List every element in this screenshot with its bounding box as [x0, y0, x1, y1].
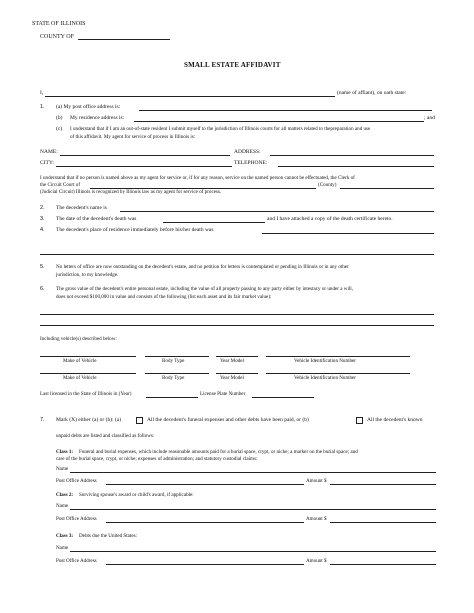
- agent-city-field[interactable]: [56, 166, 232, 167]
- item-7-number: 7.: [40, 417, 45, 423]
- item-6-number: 6.: [40, 286, 45, 292]
- class1-po-label: Post Office Address: [56, 478, 97, 484]
- residence-field-line2[interactable]: [40, 254, 434, 255]
- vehicles-intro: Including vehicle(s) described below:: [40, 336, 117, 342]
- agent-clause-county: (County): [318, 182, 337, 188]
- option-b-checkbox[interactable]: [356, 417, 363, 424]
- agent-name-label: NAME:: [40, 149, 58, 155]
- item-5-line1: No letters of office are now outstanding on the decedent's estate, and no petition for letters is contemplated or pending in Illinois or in any other: [56, 264, 349, 270]
- item-1a-label: (a) My post office address is:: [56, 104, 121, 110]
- item-1c-line2: of this affidavit. My agent for service of process in Illinois is:: [70, 134, 196, 140]
- class1-label: Class 1:: [56, 449, 74, 455]
- vehicle1-year-caption: Year Model: [220, 358, 244, 364]
- option-b-label: All the decedent's known: [367, 417, 423, 423]
- class3-label: Class 3:: [56, 533, 74, 539]
- agent-address-label: ADDRESS:: [234, 149, 261, 155]
- item-2-number: 2.: [40, 205, 45, 211]
- class2-name-field[interactable]: [70, 509, 436, 510]
- class1-name-label: Name: [56, 466, 69, 472]
- vehicle2-make-field[interactable]: [40, 373, 136, 374]
- item-3-tail: and I have attached a copy of the death certificate hereto.: [267, 216, 393, 222]
- class2-text: Surviving spouse's award or child's award, if applicable:: [79, 492, 194, 498]
- class1-amount-label: Amount $: [306, 478, 327, 484]
- item-6-line2: does not exceed $100,000 in value and consists of the following (list each asset and its fair market value):: [56, 294, 272, 300]
- item-3-label: The date of the decedent's death was: [56, 216, 137, 222]
- vehicle2-year-caption: Year Model: [220, 375, 244, 381]
- date-of-death-field[interactable]: [163, 222, 265, 223]
- class1-line2: care of the burial space, crypt, or niche; expenses of administration; and statutory custodial claims:: [56, 456, 258, 462]
- vehicle1-year-field[interactable]: [216, 356, 258, 357]
- license-plate-field[interactable]: [252, 397, 314, 398]
- item-1c-letter: (c): [56, 126, 63, 132]
- affiant-i-label: I,: [40, 90, 44, 96]
- residence-field-line1[interactable]: [262, 233, 434, 234]
- state-label: STATE OF ILLINOIS: [32, 21, 86, 27]
- vehicle2-make-caption: Make of Vehicle: [63, 375, 97, 381]
- option-a-checkbox[interactable]: [136, 417, 143, 424]
- class3-po-field[interactable]: [106, 564, 304, 565]
- item-1-number: 1.: [40, 104, 45, 110]
- vehicle2-body-caption: Body Type: [162, 375, 185, 381]
- class2-amount-label: Amount $: [306, 516, 327, 522]
- item-5-number: 5.: [40, 264, 45, 270]
- vehicle2-vin-caption: Vehicle Identification Number: [294, 375, 356, 381]
- class3-name-field[interactable]: [70, 551, 436, 552]
- decedent-name-field[interactable]: [120, 211, 434, 212]
- agent-clause-line2a: the Circuit Court of: [40, 182, 81, 188]
- county-field[interactable]: [78, 39, 170, 40]
- county-label: COUNTY OF: [40, 34, 74, 40]
- agent-clause-line1: I understand that if no person is named above as my agent for service or, if for any reason, service on the named person cannot be effectuated, the Clerk of: [40, 175, 355, 181]
- vehicle2-body-field[interactable]: [145, 373, 209, 374]
- asset-list-line1[interactable]: [40, 314, 434, 315]
- last-licensed-label: Last licensed in the State of Illinois in (Year): [40, 391, 132, 397]
- class3-po-label: Post Office Address: [56, 558, 97, 564]
- post-office-address-field[interactable]: [139, 110, 432, 111]
- residence-address-field[interactable]: [134, 121, 424, 122]
- class3-name-label: Name: [56, 545, 69, 551]
- agent-telephone-label: TELEPHONE:: [234, 160, 268, 166]
- item-1b-label: My residence address is:: [70, 115, 125, 121]
- item-7-mark-label: Mark (X) either (a) or (b): (a): [56, 417, 122, 423]
- class2-label: Class 2:: [56, 492, 74, 498]
- class3-amount-label: Amount $: [306, 558, 327, 564]
- class2-name-label: Name: [56, 503, 69, 509]
- class2-po-label: Post Office Address: [56, 516, 97, 522]
- agent-city-label: CITY:: [40, 160, 54, 166]
- vehicle1-vin-field[interactable]: [266, 356, 410, 357]
- item-6-line1: The gross value of the decedent's entire personal estate, including the value of all property passing to any party either by intestacy or under a will,: [56, 286, 353, 292]
- vehicle1-vin-caption: Vehicle Identification Number: [294, 358, 356, 364]
- item-4-number: 4.: [40, 227, 45, 233]
- class1-line1: Funeral and burial expenses, which include reasonable amounts paid for a burial space, crypt, or niche; a marker on the burial space; and: [79, 449, 358, 455]
- agent-telephone-field[interactable]: [278, 166, 434, 167]
- item-1b-letter: (b): [56, 115, 63, 121]
- class3-text: Debts due the United States:: [79, 533, 138, 539]
- document-title: SMALL ESTATE AFFIDAVIT: [184, 61, 281, 69]
- agent-address-field[interactable]: [270, 155, 434, 156]
- vehicle1-body-caption: Body Type: [162, 358, 185, 364]
- affiant-name-field[interactable]: [45, 96, 335, 97]
- vehicle2-year-field[interactable]: [216, 373, 258, 374]
- license-plate-label: License Plate Number: [200, 391, 246, 397]
- vehicle1-make-field[interactable]: [40, 356, 136, 357]
- agent-clause-line3: (Judicial Circuit) Illinois is recognized by Illinois law as my agent for service of process.: [40, 189, 222, 195]
- class2-po-field[interactable]: [106, 522, 304, 523]
- agent-name-field[interactable]: [60, 155, 230, 156]
- item-1c-line1: I understand that if I am an out-of-state resident I submit myself to the jurisdiction of Illinois courts for all matters related to thepreparation and use: [70, 126, 371, 132]
- last-licensed-year-field[interactable]: [146, 397, 198, 398]
- vehicle1-make-caption: Make of Vehicle: [63, 358, 97, 364]
- item-4-label: The decedent's place of residence immediately before his/her death was: [56, 227, 214, 233]
- circuit-court-county-field-2[interactable]: [340, 188, 434, 189]
- class1-po-field[interactable]: [106, 484, 304, 485]
- item-2-label: The decedent's name is: [56, 205, 107, 211]
- class1-amount-field[interactable]: [330, 484, 436, 485]
- vehicle2-vin-field[interactable]: [266, 373, 410, 374]
- option-a-label: All the decedent's funeral expenses and other debts have been paid, or (b): [147, 417, 309, 423]
- item-1b-end: ; and: [424, 115, 435, 121]
- asset-list-line2[interactable]: [40, 325, 434, 326]
- class1-name-field[interactable]: [70, 472, 436, 473]
- item-3-number: 3.: [40, 216, 45, 222]
- class2-amount-field[interactable]: [330, 522, 436, 523]
- class3-amount-field[interactable]: [330, 564, 436, 565]
- option-b-continuation: unpaid debts are listed and classified as follows:: [56, 433, 155, 439]
- vehicle1-body-field[interactable]: [145, 356, 209, 357]
- item-5-line2: jurisdiction, to my knowledge.: [56, 272, 119, 278]
- affiant-oath-label: (name of affiant), on oath state:: [337, 90, 407, 96]
